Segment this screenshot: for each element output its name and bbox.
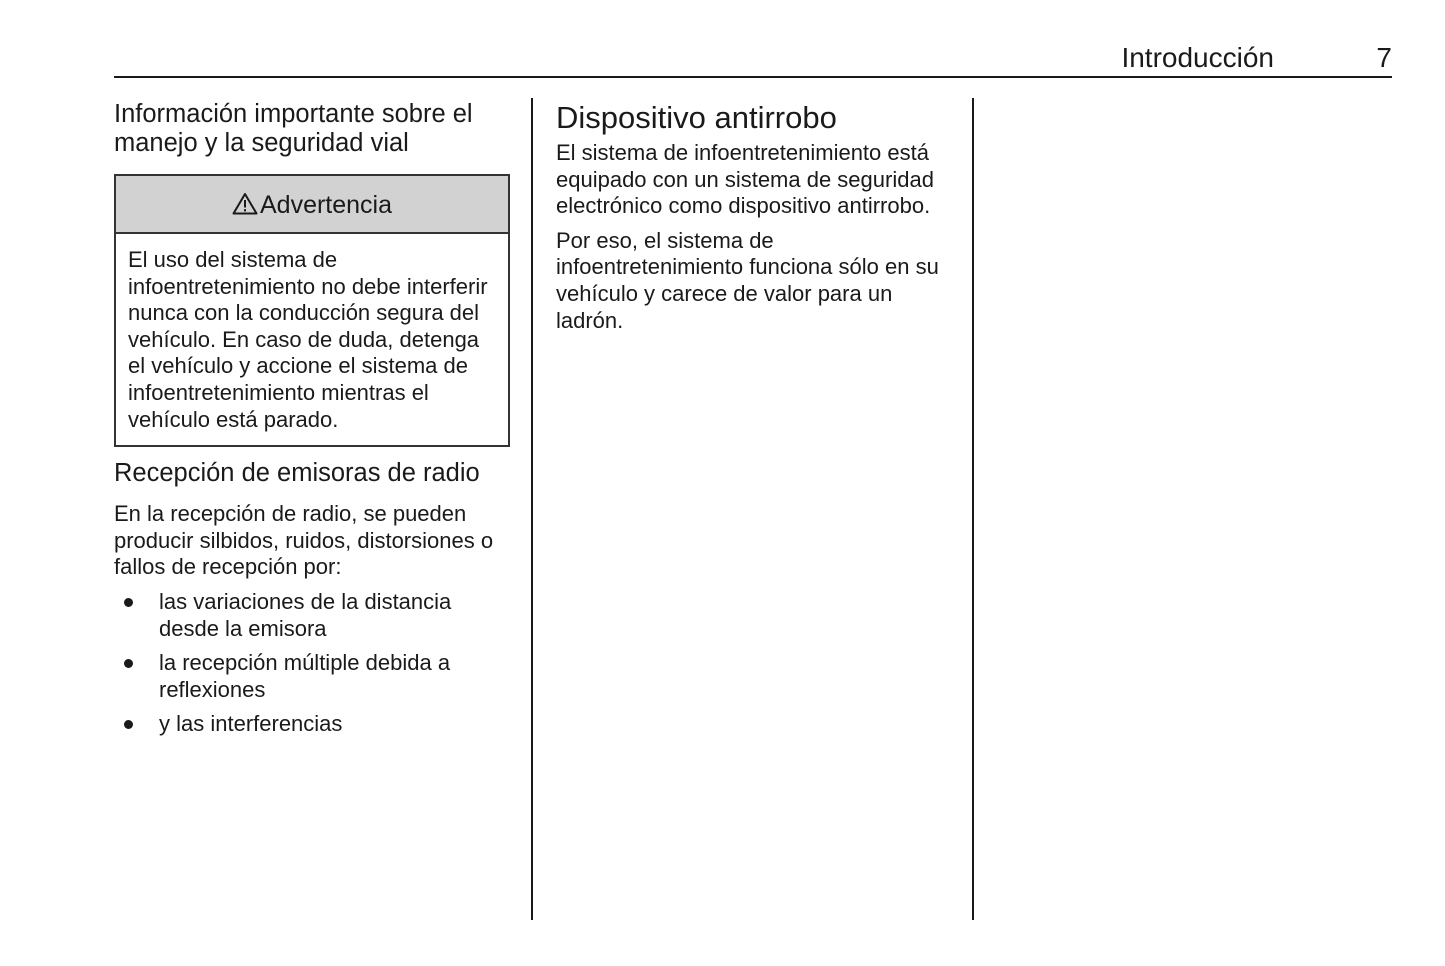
radio-heading: Recepción de emisoras de radio bbox=[114, 459, 480, 488]
radio-bullet-list bbox=[114, 589, 510, 738]
page-number: 7 bbox=[1376, 42, 1392, 73]
page-header bbox=[114, 40, 1392, 78]
warning-header bbox=[116, 176, 508, 234]
safety-heading: Información importante sobre el manejo y la seguridad vial bbox=[114, 100, 473, 157]
list-item: la recepción múltiple debida a reflexiones bbox=[114, 650, 510, 703]
warning-body: El uso del sistema de infoentretenimiento no debe interferir nunca con la conducción segura del vehículo. En caso de duda, detenga el vehículo y accione el sistema de infoentretenimiento mientras el vehículo está parado. bbox=[128, 247, 488, 432]
list-item: las variaciones de la distancia desde la emisora bbox=[114, 589, 510, 642]
warning-box bbox=[114, 174, 510, 447]
antitheft-paragraph-2: Por eso, el sistema de infoentretenimiento funciona sólo en su vehículo y carece de valor para un ladrón. bbox=[556, 227, 939, 333]
antitheft-heading: Dispositivo antirrobo bbox=[556, 100, 837, 135]
list-item: y las interferencias bbox=[114, 711, 510, 738]
radio-intro: En la recepción de radio, se pueden producir silbidos, ruidos, distorsiones o fallos de recepción por: bbox=[114, 501, 494, 580]
column-middle bbox=[556, 100, 956, 334]
antitheft-paragraph-1: El sistema de infoentretenimiento está equipado con un sistema de seguridad electrónico como dispositivo antirrobo. bbox=[556, 140, 934, 219]
column-divider-right bbox=[972, 98, 974, 920]
warning-title: Advertencia bbox=[259, 191, 393, 219]
bullet-icon bbox=[124, 598, 133, 607]
bullet-icon bbox=[124, 720, 133, 729]
radio-section bbox=[114, 459, 510, 738]
warning-triangle-icon bbox=[232, 178, 258, 236]
column-divider-left bbox=[531, 98, 533, 920]
column-left bbox=[114, 100, 510, 746]
section-title: Introducción bbox=[1121, 42, 1274, 73]
bullet-icon bbox=[124, 659, 133, 668]
